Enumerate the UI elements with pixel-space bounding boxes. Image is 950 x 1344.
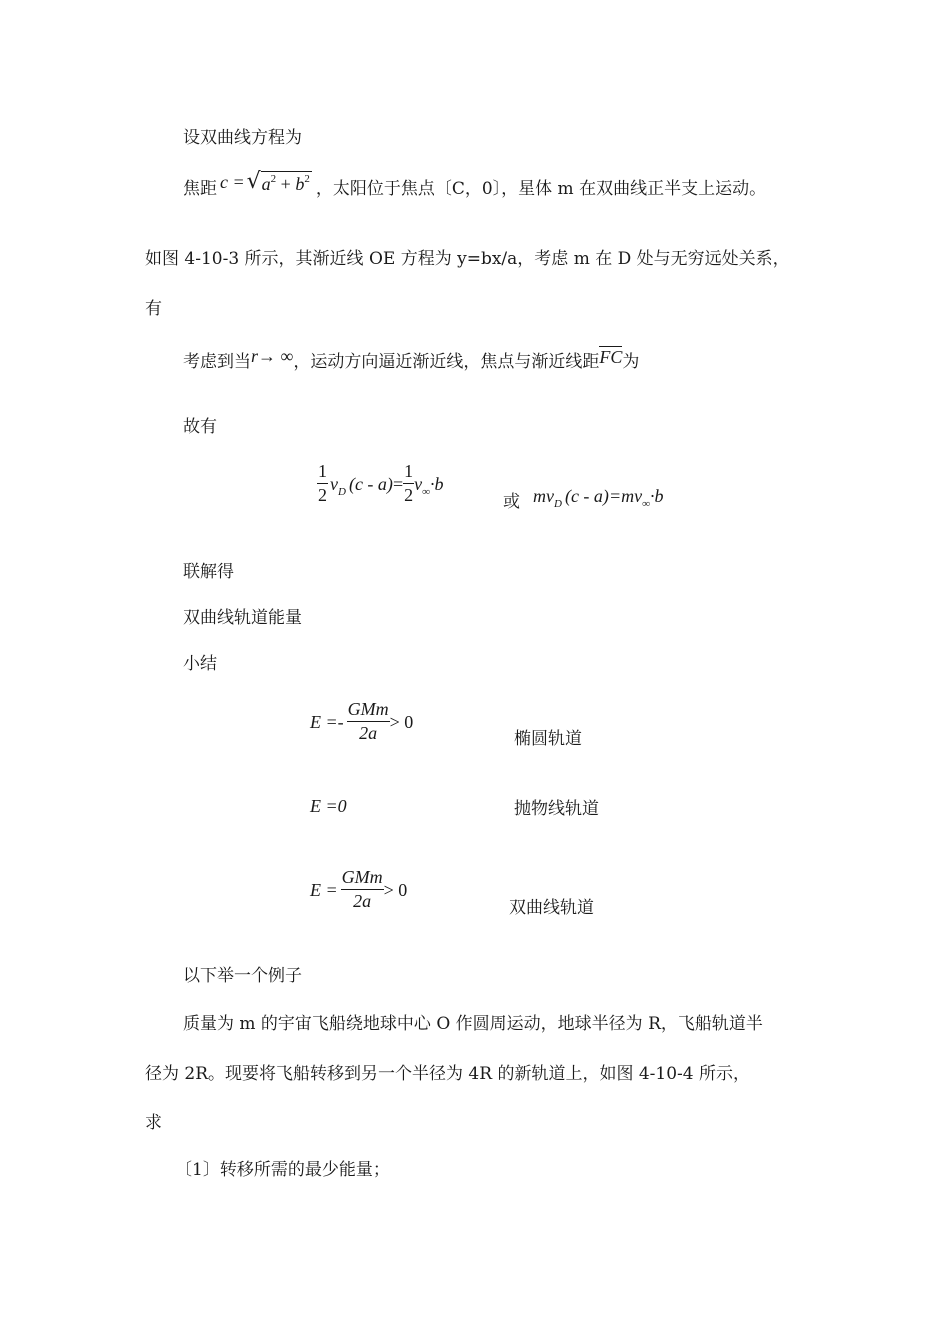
greater-than-zero-2: > 0 [383,879,408,900]
arrow-infinity: → ∞ [258,346,294,366]
v-inf-left: $v_\infty$ [414,473,430,498]
v-d-right: $v_D$ [546,486,562,510]
text-asymptote-line: 如图 4-10-3 所示，其渐近线 OE 方程为 y=bx/a，考虑 m 在 D 处与无穷远处关系， [145,249,790,269]
fc-segment: FC [599,347,623,367]
v-inf-right: $v_\infty$ [634,486,650,510]
text-summary: 小结 [183,654,217,674]
gmm-over-2a-fraction-2: $\frac{\text{GMm}}{2a}$ [341,867,383,911]
a-variable: a [261,174,271,194]
v-d-left: $v_D$ [330,473,346,498]
limit-middle: ，运动方向逼近渐近线，焦点与渐近线距 [293,351,600,372]
focal-distance-label: 焦距 [183,178,217,199]
text-you: 有 [145,299,162,319]
dot-b-right: ·b [649,486,664,506]
equals-m: =m [608,486,635,506]
label-parabola-orbit: 抛物线轨道 [514,799,599,819]
energy-parabola-equation: E =0 [310,796,347,816]
c-minus-a-right: (c - a) [564,486,609,506]
e-equals: E = [310,879,338,900]
text-therefore: 故有 [183,417,217,437]
b-exponent: 2 [304,173,310,185]
fraction-half-right: $\frac{1}{2}$ [404,461,414,505]
c-minus-a-left: (c - a) [348,473,393,494]
r-variable: r [251,346,259,366]
energy-hyperbola-equation [310,868,407,912]
limit-suffix: 为 [622,351,640,372]
b-variable: b [295,174,305,194]
text-hyperbola-energy: 双曲线轨道能量 [183,608,302,628]
text-or: 或 [503,492,520,512]
text-example-intro: 以下举一个例子 [183,966,302,986]
energy-ellipse-equation [310,700,413,744]
greater-than-zero: > 0 [389,711,414,732]
text-problem-line-1: 质量为 m 的宇宙飞船绕地球中心 O 作圆周运动，地球半径为 R，飞船轨道半 [183,1014,763,1034]
momentum-equation-alt [533,486,664,510]
dot-b-left: ·b [429,473,444,494]
angular-momentum-equation [317,462,443,506]
fraction-half-left: $\frac{1}{2}$ [318,461,327,505]
focal-distance-line [183,169,767,200]
radical-sign: √ [246,169,261,194]
plus-sign: + [276,174,296,194]
focal-distance-rest: ，太阳位于焦点〔C，0〕，星体 m 在双曲线正半支上运动。 [315,178,767,199]
limit-line [183,346,640,372]
e-equals-minus: E =- [310,711,344,732]
text-problem-line-3: 求 [145,1113,162,1133]
a-exponent: 2 [270,173,277,185]
m-variable: m [533,486,546,506]
limit-prefix: 考虑到当 [183,351,251,372]
sqrt-expression [247,171,312,193]
text-problem-line-2: 径为 2R。现要将飞船转移到另一个半径为 4R 的新轨道上，如图 4-10-4 所示， [145,1064,751,1084]
c-equals: c = [220,172,245,192]
text-hyperbola-equation-intro: 设双曲线方程为 [183,128,302,148]
text-solve-jointly: 联解得 [183,562,234,582]
radicand [261,171,312,193]
gmm-over-2a-fraction: $\frac{\text{GMm}}{2a}$ [347,699,389,743]
text-question-1: 〔1〕转移所需的最少能量； [175,1160,390,1180]
label-hyperbola-orbit: 双曲线轨道 [509,898,594,918]
label-ellipse-orbit: 椭圆轨道 [514,729,582,749]
equals-sign: = [392,473,404,494]
